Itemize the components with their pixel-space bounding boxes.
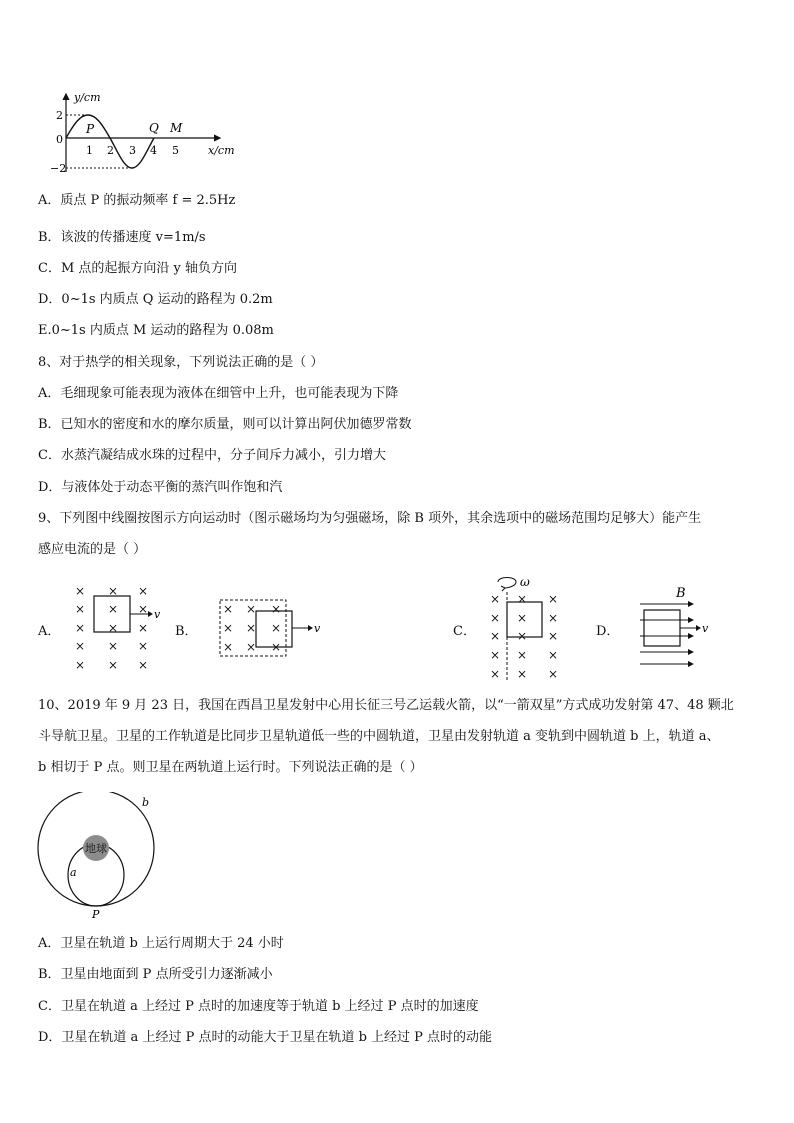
svg-text:×: × — [489, 667, 501, 681]
svg-text:×: × — [516, 648, 528, 662]
svg-text:×: × — [270, 621, 282, 635]
point-label-m: M — [170, 121, 183, 135]
svg-text:×: × — [547, 648, 559, 662]
svg-text:×: × — [547, 611, 559, 625]
q9-figure-d — [638, 584, 718, 670]
q8-option-d: D．与液体处于动态平衡的蒸汽叫作饱和汽 — [38, 480, 283, 495]
svg-text:×: × — [489, 648, 501, 662]
q10-stem-line3: b 相切于 P 点。则卫星在两轨道上运行时。下列说法正确的是（ ） — [38, 760, 423, 775]
y-axis-label: y/cm — [74, 91, 101, 104]
orbit-b-label: b — [142, 796, 150, 809]
point-label-q: Q — [149, 121, 159, 135]
q9-figure-c — [484, 572, 570, 682]
svg-text:×: × — [222, 640, 234, 654]
x-tick: 3 — [129, 144, 136, 157]
q7-option-e: E.0~1s 内质点 M 运动的路程为 0.08m — [38, 323, 274, 338]
svg-text:×: × — [516, 611, 528, 625]
svg-text:×: × — [489, 592, 501, 606]
svg-text:×: × — [137, 584, 149, 598]
svg-text:×: × — [245, 621, 257, 635]
point-p-label: P — [92, 908, 100, 920]
q9-option-label-c: C． — [453, 624, 476, 639]
svg-text:×: × — [270, 602, 282, 616]
q7-option-c: C．M 点的起振方向沿 y 轴负方向 — [38, 261, 237, 276]
q9-option-label-b: B． — [175, 624, 198, 639]
velocity-label: v — [154, 608, 161, 621]
svg-text:×: × — [489, 611, 501, 625]
x-tick: 4 — [150, 144, 157, 157]
q7-option-d: D．0~1s 内质点 Q 运动的路程为 0.2m — [38, 292, 273, 307]
orbit-a-label: a — [70, 866, 77, 879]
x-tick: 2 — [107, 144, 114, 157]
svg-text:×: × — [222, 621, 234, 635]
svg-text:×: × — [270, 640, 282, 654]
x-tick: 1 — [86, 144, 93, 157]
point-label-p: P — [86, 122, 95, 136]
q9-option-label-d: D． — [596, 624, 620, 639]
q9-option-label-a: A． — [38, 624, 61, 639]
svg-text:×: × — [245, 640, 257, 654]
q7-option-b: B．该波的传播速度 v=1m/s — [38, 230, 206, 245]
y-tick: 0 — [56, 133, 63, 146]
q9-stem-line1: 9、下列图中线圈按图示方向运动时（图示磁场均为匀强磁场，除 B 项外，其余选项中的磁场范围均足够大）能产生 — [38, 511, 702, 526]
y-tick: 2 — [56, 109, 63, 122]
earth-label: 地球 — [85, 842, 107, 855]
svg-text:×: × — [516, 592, 528, 606]
svg-text:×: × — [74, 621, 86, 635]
svg-text:×: × — [516, 629, 528, 643]
q9-figure-b — [216, 596, 328, 662]
q8-option-b: B．已知水的密度和水的摩尔质量，则可以计算出阿伏加德罗常数 — [38, 417, 412, 432]
svg-text:×: × — [547, 592, 559, 606]
svg-text:×: × — [107, 584, 119, 598]
q10-stem-line1: 10、2019 年 9 月 23 日，我国在西昌卫星发射中心用长征三号乙运载火箭，以“一箭双星”方式成功发射第 47、48 颗北 — [38, 698, 734, 713]
svg-text:×: × — [547, 667, 559, 681]
svg-text:×: × — [107, 639, 119, 653]
q8-stem: 8、对于热学的相关现象，下列说法正确的是（ ） — [38, 355, 324, 370]
q10-stem-line2: 斗导航卫星。卫星的工作轨道是比同步卫星轨道低一些的中圆轨道，卫星由发射轨道 a 变轨到中圆轨道 b 上，轨道 a、 — [38, 729, 720, 744]
q7-option-a: A．质点 P 的振动频率 f = 2.5Hz — [38, 193, 236, 208]
svg-text:×: × — [137, 621, 149, 635]
y-tick: −2 — [50, 162, 67, 175]
q10-option-a: A．卫星在轨道 b 上运行周期大于 24 小时 — [38, 936, 284, 951]
svg-text:×: × — [74, 584, 86, 598]
svg-text:×: × — [547, 629, 559, 643]
q10-option-d: D．卫星在轨道 a 上经过 P 点时的动能大于卫星在轨道 b 上经过 P 点时的动能 — [38, 1030, 493, 1045]
omega-label: ω — [520, 575, 530, 589]
q8-option-c: C．水蒸汽凝结成水珠的过程中，分子间斥力减小，引力增大 — [38, 448, 386, 463]
svg-text:×: × — [107, 602, 119, 616]
svg-text:×: × — [107, 621, 119, 635]
svg-text:×: × — [222, 602, 234, 616]
q9-stem-line2: 感应电流的是（ ） — [38, 542, 147, 557]
q8-option-a: A．毛细现象可能表现为液体在细管中上升，也可能表现为下降 — [38, 386, 399, 401]
orbit-diagram — [34, 792, 164, 920]
svg-text:×: × — [74, 639, 86, 653]
velocity-label: v — [702, 622, 709, 635]
svg-text:×: × — [137, 639, 149, 653]
svg-text:×: × — [516, 667, 528, 681]
svg-text:×: × — [137, 602, 149, 616]
x-axis-label: x/cm — [208, 144, 235, 157]
svg-text:×: × — [245, 602, 257, 616]
field-label: B — [676, 586, 686, 601]
q10-option-b: B．卫星由地面到 P 点所受引力逐渐减小 — [38, 967, 273, 982]
svg-text:×: × — [74, 658, 86, 672]
x-tick: 5 — [172, 144, 179, 157]
svg-text:×: × — [137, 658, 149, 672]
svg-text:×: × — [107, 658, 119, 672]
q9-figure-a — [70, 582, 170, 674]
velocity-label: v — [314, 622, 321, 635]
svg-text:×: × — [489, 629, 501, 643]
q10-option-c: C．卫星在轨道 a 上经过 P 点时的加速度等于轨道 b 上经过 P 点时的加速度 — [38, 999, 479, 1014]
svg-text:×: × — [74, 602, 86, 616]
wave-graph — [50, 88, 250, 178]
